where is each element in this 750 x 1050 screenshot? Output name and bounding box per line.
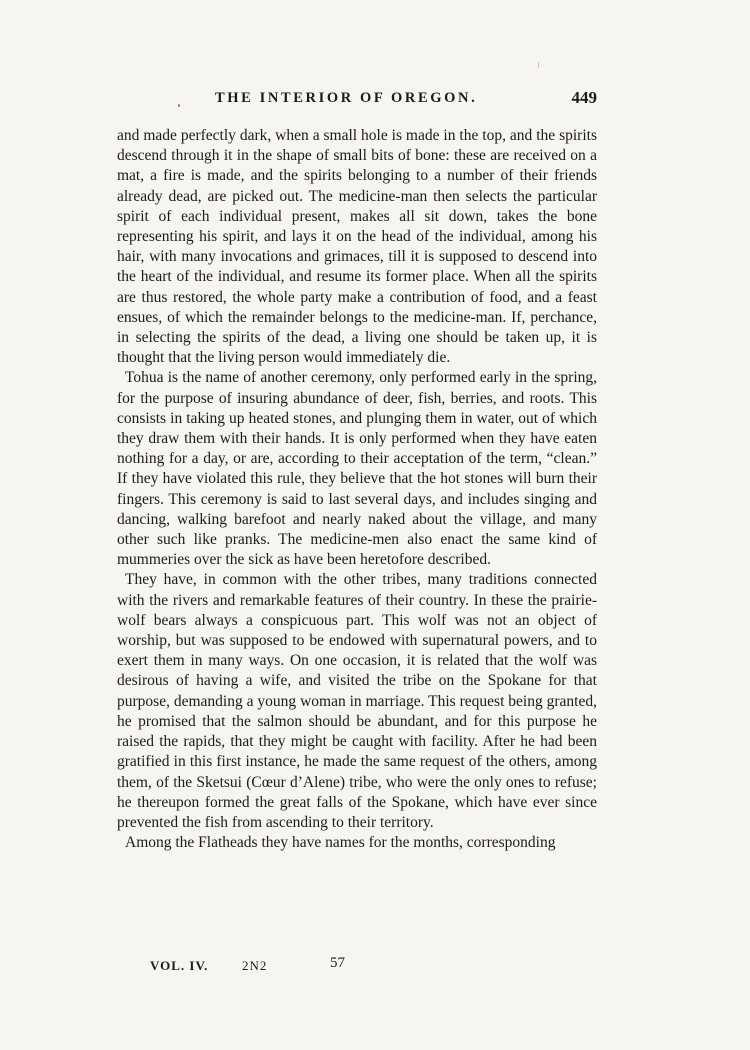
paragraph: Tohua is the name of another ceremony, only performed early in the spring, for the purpose of insuring abundance of deer, fish, berries, and roots. This consists in taking up heated stones, and plunging them in water, out of which they draw them with their hands. It is only performed when they have eaten nothing for a day, or are, according to their acceptation of the term, “clean.” If they have violated this rule, they believe that the hot stones will burn their fingers. This ceremony is said to last several days, and includes singing and dancing, walking barefoot and nearly naked about the village, and many other such like pranks. The medicine-men also enact the same kind of mummeries over the sick as have been heretofore described. bbox=[117, 369, 597, 569]
printer-signature: 2N2 bbox=[242, 958, 268, 973]
running-head: THE INTERIOR OF OREGON. bbox=[215, 90, 478, 106]
volume-label: VOL. IV. bbox=[150, 958, 209, 973]
page-footer bbox=[150, 955, 450, 980]
page-header bbox=[117, 88, 597, 114]
paragraph: They have, in common with the other tribes, many traditions connected with the rivers and remarkable features of their country. In these the prairie-wolf bears always a conspicuous part. This wolf was not an object of worship, but was supposed to be endowed with supernatural powers, and to exert them in many ways. On one occasion, it is related that the wolf was desirous of having a wife, and visited the tribe on the Spokane for that purpose, demanding a young woman in marriage. This request being granted, he promised that the salmon should be abundant, and for this purpose he raised the rapids, that they might be caught with facility. After he had been gratified in this first instance, he made the same request of the others, among them, of the Sketsui (Cœur d’Alene) tribe, who were the only ones to refuse; he thereupon formed the great falls of the Spokane, which have ever since prevented the fish from ascending to their territory. bbox=[117, 571, 597, 831]
paragraph: and made perfectly dark, when a small hole is made in the top, and the spirits descend through it in the shape of small bits of bone: these are received on a mat, a fire is made, and the spirits belonging to a number of their friends already dead, are picked out. The medicine-man then selects the particular spirit of each individual present, makes all sit down, takes the bone representing his spirit, and lays it on the head of the individual, among his hair, with many invocations and grimaces, till it is supposed to descend into the heart of the individual, and resume its former place. When all the spirits are thus restored, the whole party make a contribution of food, and a feast ensues, of which the remainder belongs to the medicine-man. If, perchance, in selecting the spirits of the dead, a living one should be taken up, it is thought that the living person would immediately die. bbox=[117, 127, 597, 367]
paragraph: Among the Flatheads they have names for the months, corresponding bbox=[125, 834, 556, 852]
sheet-number: 57 bbox=[330, 955, 345, 971]
print-speck bbox=[538, 62, 539, 68]
page-number: 449 bbox=[571, 88, 597, 107]
body-text bbox=[117, 126, 597, 853]
